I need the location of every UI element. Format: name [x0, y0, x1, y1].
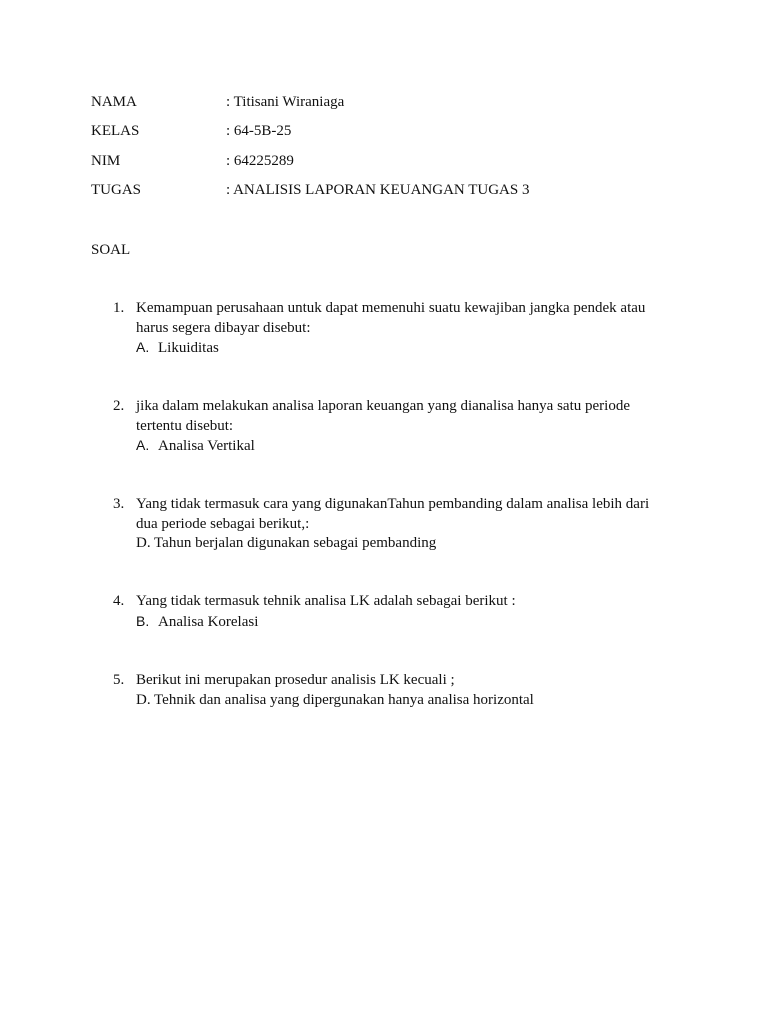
question-number: 1. [113, 300, 125, 316]
question-number: 5. [113, 672, 125, 688]
question-answer [136, 338, 671, 359]
info-value: : 64225289 [226, 153, 294, 169]
info-value: : Titisani Wiraniaga [226, 94, 345, 110]
answer-letter: B. [136, 612, 150, 629]
answer-text: Likuiditas [158, 340, 219, 356]
question-body [136, 397, 671, 457]
question-body [136, 495, 671, 554]
soal-heading: SOAL [91, 242, 131, 258]
question-answer: D. Tahun berjalan digunakan sebagai pembanding [136, 535, 437, 551]
info-label: KELAS [91, 123, 140, 139]
question-answer: D. Tehnik dan analisa yang dipergunakan hanya analisa horizontal [136, 691, 534, 708]
info-value: : ANALISIS LAPORAN KEUANGAN TUGAS 3 [226, 182, 530, 198]
question-body [136, 671, 671, 710]
answer-letter: A. [136, 437, 150, 453]
question-body [136, 299, 671, 359]
question-text: Kemampuan perusahaan untuk dapat memenuhi suatu kewajiban jangka pendek atau harus segera dibayar disebut: [136, 300, 646, 336]
info-value: : 64-5B-25 [226, 123, 292, 139]
answer-text: Analisa Vertikal [158, 438, 255, 454]
info-label: TUGAS [91, 182, 142, 198]
question-text: Berikut ini merupakan prosedur analisis LK kecuali ; [136, 672, 455, 688]
question-body [136, 592, 671, 632]
info-label: NAMA [91, 94, 137, 110]
info-label: NIM [91, 153, 121, 169]
question-text: jika dalam melakukan analisa laporan keuangan yang dianalisa hanya satu periode tertentu disebut: [136, 398, 630, 434]
answer-letter: A. [136, 339, 150, 355]
question-number: 3. [113, 496, 125, 512]
question-answer [136, 612, 671, 633]
question-text: Yang tidak termasuk cara yang digunakanTahun pembanding dalam analisa lebih dari dua periode sebagai berikut,: [136, 496, 650, 532]
question-text: Yang tidak termasuk tehnik analisa LK adalah sebagai berikut : [136, 593, 516, 609]
question-answer [136, 436, 671, 457]
question-number: 2. [113, 398, 125, 414]
question-number: 4. [113, 593, 125, 609]
answer-text: Analisa Korelasi [158, 613, 259, 630]
